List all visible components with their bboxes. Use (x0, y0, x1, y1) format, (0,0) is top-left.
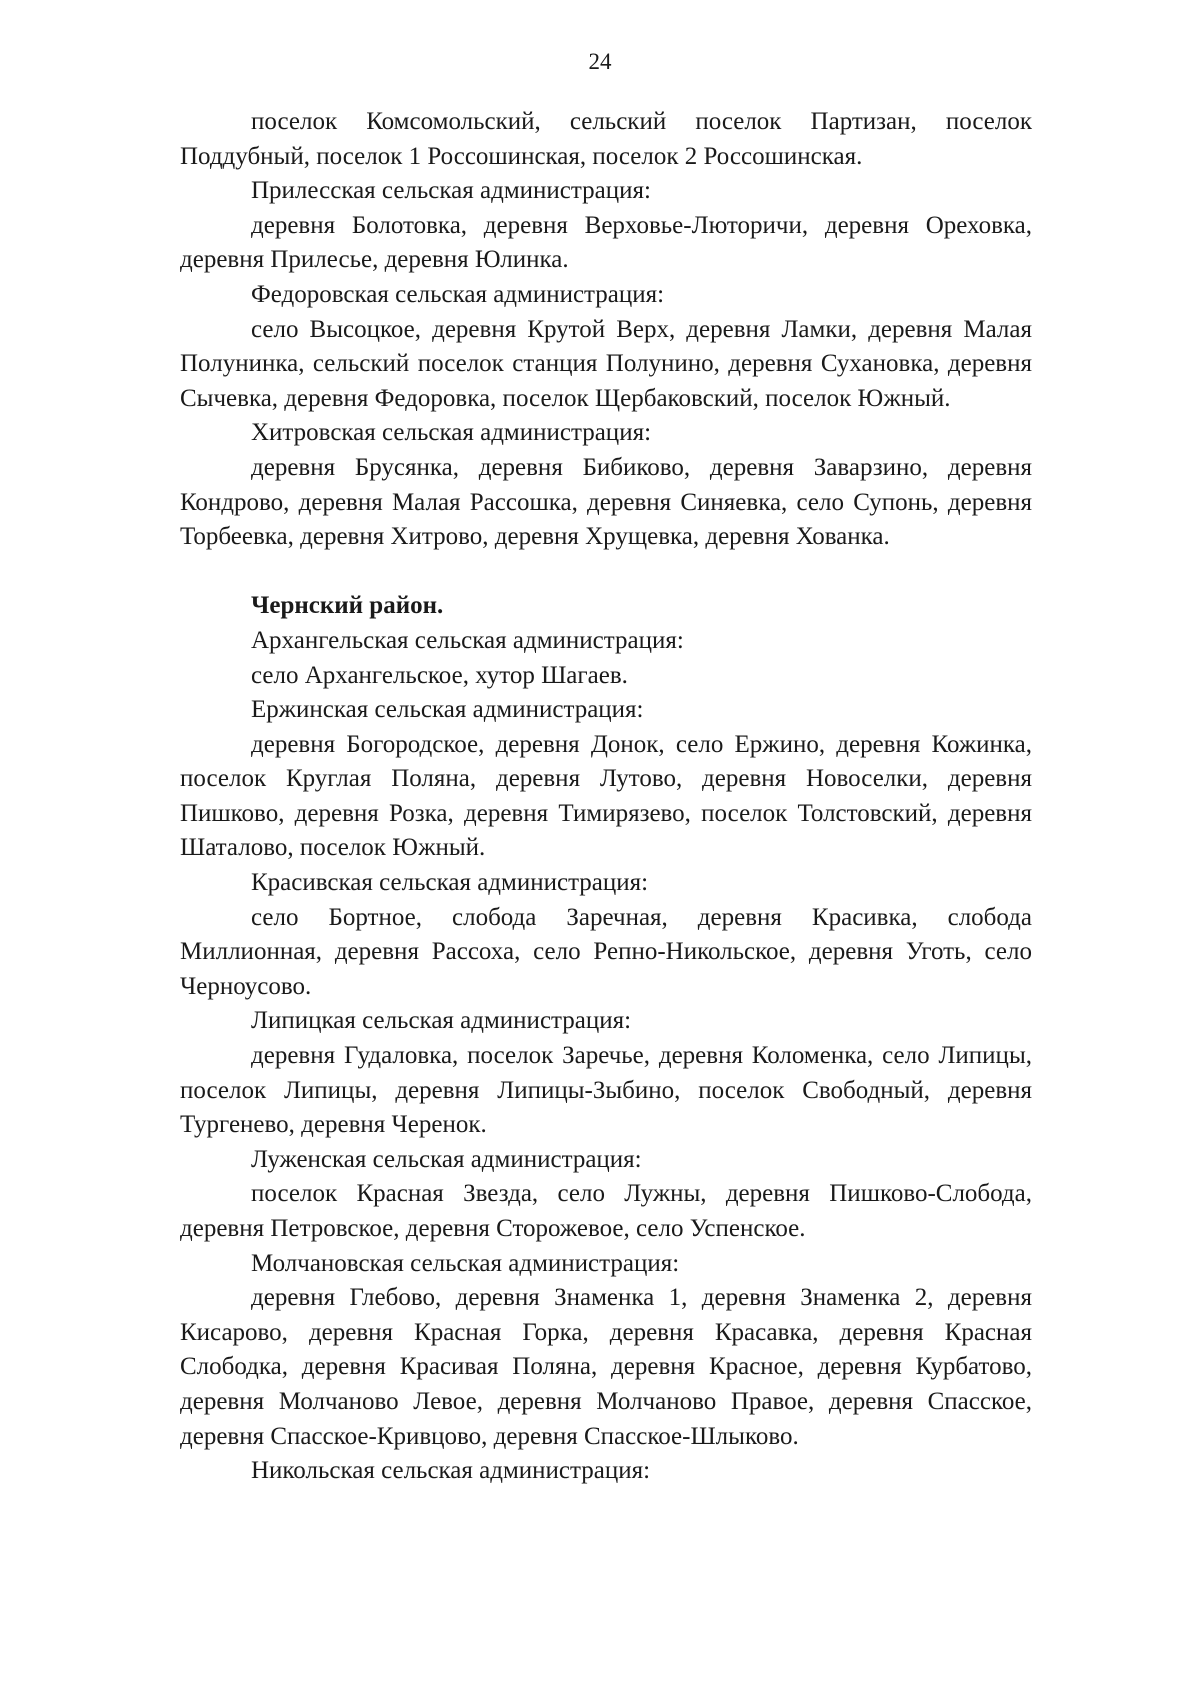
document-body (180, 105, 1032, 1489)
administration-heading-krasivskaya: Красивская сельская администрация: (251, 869, 649, 897)
settlement-list-prilesskaya: деревня Болотовка, деревня Верховье-Люторичи, деревня Ореховка, деревня Прилесье, деревня Юлинка. (180, 211, 1032, 274)
page-number: 24 (588, 49, 612, 74)
administration-heading-luzhenskaya: Луженская сельская администрация: (251, 1145, 642, 1173)
administration-heading-arkhangelskaya: Архангельская сельская администрация: (251, 626, 684, 654)
settlement-list-arkhangelskaya: село Архангельское, хутор Шагаев. (251, 661, 628, 689)
administration-heading-khitrovskaya: Хитровская сельская администрация: (251, 419, 652, 447)
settlement-list-erzhinskaya: деревня Богородское, деревня Донок, село Ержино, деревня Кожинка, поселок Круглая Поляна, деревня Лутово, деревня Новоселки, деревня Пишково, деревня Розка, деревня Тимирязево, поселок Толстовский, деревня Шаталово, поселок Южный. (180, 730, 1032, 862)
administration-heading-prilesskaya: Прилесская сельская администрация: (251, 177, 651, 205)
administration-heading-lipitskaya: Липицкая сельская администрация: (251, 1007, 632, 1035)
administration-heading-molchanovskaya: Молчановская сельская администрация: (251, 1249, 680, 1277)
settlement-list-molchanovskaya: деревня Глебово, деревня Знаменка 1, деревня Знаменка 2, деревня Кисарово, деревня Красная Горка, деревня Красавка, деревня Красная Слободка, деревня Красивая Поляна, деревня Красное, деревня Курбатово, деревня Молчаново Левое, деревня Молчаново Правое, деревня Спасское, деревня Спасское-Кривцово, деревня Спасское-Шлыково. (180, 1284, 1032, 1450)
settlement-list-khitrovskaya: деревня Брусянка, деревня Бибиково, деревня Заварзино, деревня Кондрово, деревня Малая Рассошка, деревня Синяевка, село Супонь, деревня Торбеевка, деревня Хитрово, деревня Хрущевка, деревня Хованка. (180, 453, 1032, 551)
settlement-list-luzhenskaya: поселок Красная Звезда, село Лужны, деревня Пишково-Слобода, деревня Петровское, деревня Сторожевое, село Успенское. (180, 1180, 1032, 1242)
settlement-list-lipitskaya: деревня Гудаловка, поселок Заречье, деревня Коломенка, село Липицы, поселок Липицы, деревня Липицы-Зыбино, поселок Свободный, деревня Тургенево, деревня Черенок. (180, 1042, 1032, 1139)
settlement-list-krasivskaya: село Бортное, слобода Заречная, деревня Красивка, слобода Миллионная, деревня Рассоха, село Репно-Никольское, деревня Уготь, село Черноусово. (180, 903, 1032, 1000)
administration-heading-nikolskaya: Никольская сельская администрация: (251, 1457, 651, 1485)
paragraph-continuation: поселок Комсомольский, сельский поселок Партизан, поселок Поддубный, поселок 1 Россошинская, поселок 2 Россошинская. (180, 108, 1032, 170)
settlement-list-fedorovskaya: село Высоцкое, деревня Крутой Верх, деревня Ламки, деревня Малая Полунинка, сельский поселок станция Полунино, деревня Сухановка, деревня Сычевка, деревня Федоровка, поселок Щербаковский, поселок Южный. (180, 315, 1032, 412)
administration-heading-fedorovskaya: Федоровская сельская администрация: (251, 280, 665, 308)
administration-heading-erzhinskaya: Ержинская сельская администрация: (251, 696, 644, 724)
district-heading: Чернский район. (251, 592, 444, 620)
